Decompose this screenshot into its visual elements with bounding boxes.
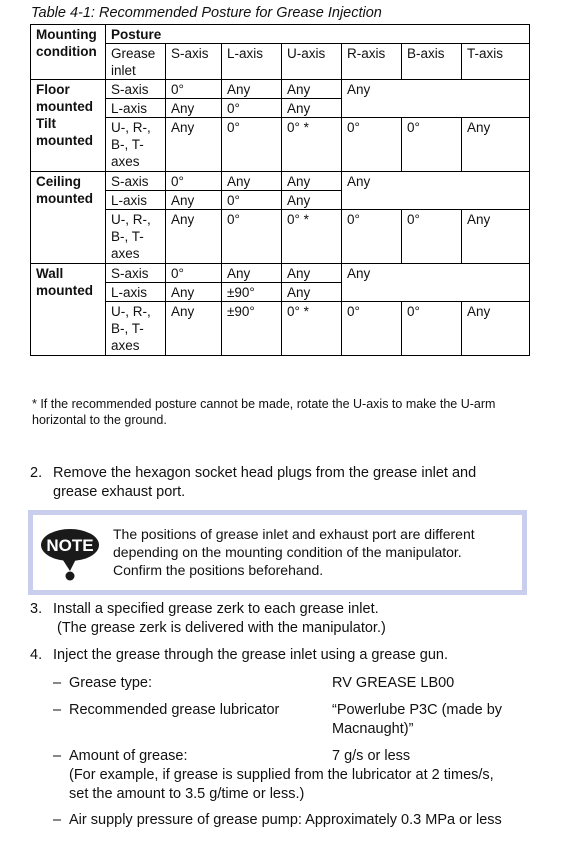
- step-text-line-1: Remove the hexagon socket head plugs from the grease inlet and: [53, 465, 477, 481]
- s-axis-cell: Any: [166, 283, 222, 302]
- mounting-condition: Ceiling mounted: [31, 172, 106, 264]
- bullet-value-line-1: “Powerlube P3C (made by: [332, 702, 503, 718]
- table-row: [31, 264, 530, 283]
- bullet-dash: –: [53, 702, 62, 718]
- s-axis-cell: 0°: [166, 264, 222, 283]
- rbt-axis-cell: Any: [342, 264, 530, 302]
- bullet-value-line-2: Macnaught)”: [332, 721, 414, 737]
- header-posture: Posture: [106, 25, 530, 44]
- u-axis-cell: Any: [282, 99, 342, 118]
- bullet-grease-type: [53, 674, 533, 694]
- grease-inlet-cell: S-axis: [106, 80, 166, 99]
- header-s-axis: S-axis: [166, 44, 222, 80]
- u-axis-cell: Any: [282, 191, 342, 210]
- note-line-3: Confirm the positions beforehand.: [113, 562, 324, 578]
- bullet-dash: –: [53, 748, 62, 764]
- b-axis-cell: 0°: [402, 118, 462, 172]
- step-number: 4.: [30, 647, 43, 663]
- r-axis-cell: 0°: [342, 118, 402, 172]
- table-row: [31, 80, 530, 99]
- t-axis-cell: Any: [462, 118, 530, 172]
- grease-inlet-cell: U-, R-, B-, T-axes: [106, 302, 166, 356]
- step-text-line-1: Install a specified grease zerk to each grease inlet.: [53, 601, 379, 617]
- l-axis-cell: ±90°: [222, 283, 282, 302]
- l-axis-cell: Any: [222, 264, 282, 283]
- header-row-2: [31, 44, 530, 80]
- l-axis-cell: Any: [222, 172, 282, 191]
- bullet-amount: [53, 747, 533, 805]
- step-text-line-2: grease exhaust port.: [53, 484, 186, 500]
- b-axis-cell: 0°: [402, 302, 462, 356]
- note-icon-label: NOTE: [46, 536, 94, 555]
- bullet-extra-line-1: (For example, if grease is supplied from the lubricator at 2 times/s,: [69, 767, 494, 783]
- header-row-1: [31, 25, 530, 44]
- header-u-axis: U-axis: [282, 44, 342, 80]
- grease-inlet-cell: L-axis: [106, 191, 166, 210]
- grease-inlet-cell: S-axis: [106, 172, 166, 191]
- l-axis-cell: 0°: [222, 118, 282, 172]
- l-axis-cell: 0°: [222, 210, 282, 264]
- u-axis-cell: 0° *: [282, 118, 342, 172]
- note-box: [28, 510, 527, 595]
- u-axis-cell: Any: [282, 172, 342, 191]
- grease-inlet-cell: U-, R-, B-, T-axes: [106, 118, 166, 172]
- u-axis-cell: Any: [282, 80, 342, 99]
- table-row: [31, 118, 530, 172]
- note-line-1: The positions of grease inlet and exhaust port are different: [113, 526, 475, 542]
- header-mounting: Mounting condition: [31, 25, 106, 80]
- bullet-value: 7 g/s or less: [332, 748, 411, 764]
- step-4: [30, 646, 530, 666]
- rbt-axis-cell: Any: [342, 172, 530, 210]
- table-footnote: * If the recommended posture cannot be made, rotate the U-axis to make the U-arm horizontal to the ground.: [32, 397, 496, 427]
- table-row: [31, 172, 530, 191]
- header-r-axis: R-axis: [342, 44, 402, 80]
- mounting-condition: Wall mounted: [31, 264, 106, 356]
- note-text: [113, 525, 513, 579]
- l-axis-cell: ±90°: [222, 302, 282, 356]
- step-3: [30, 600, 530, 640]
- bullet-dash: –: [53, 812, 62, 828]
- bullet-value: RV GREASE LB00: [332, 675, 455, 691]
- s-axis-cell: 0°: [166, 80, 222, 99]
- step-number: 2.: [30, 465, 43, 481]
- grease-inlet-cell: U-, R-, B-, T-axes: [106, 210, 166, 264]
- bullet-extra-line-2: set the amount to 3.5 g/time or less.): [69, 786, 305, 802]
- step-text-line-1: Inject the grease through the grease inlet using a grease gun.: [53, 647, 448, 663]
- mounting-condition: Floor mounted Tilt mounted: [31, 80, 106, 172]
- note-panel: [33, 515, 522, 590]
- bullet-label: Grease type:: [69, 675, 153, 691]
- header-t-axis: T-axis: [462, 44, 530, 80]
- note-icon: [39, 527, 101, 584]
- note-line-2: depending on the mounting condition of the manipulator.: [113, 544, 462, 560]
- u-axis-cell: 0° *: [282, 302, 342, 356]
- grease-inlet-cell: L-axis: [106, 283, 166, 302]
- header-l-axis: L-axis: [222, 44, 282, 80]
- s-axis-cell: Any: [166, 210, 222, 264]
- bullet-lubricator: [53, 701, 533, 741]
- bullet-label: Recommended grease lubricator: [69, 702, 280, 718]
- step-2: [30, 464, 530, 504]
- table-row: [31, 210, 530, 264]
- posture-table: [30, 24, 530, 356]
- header-grease-inlet: Grease inlet: [106, 44, 166, 80]
- step-number: 3.: [30, 601, 43, 617]
- s-axis-cell: Any: [166, 302, 222, 356]
- u-axis-cell: Any: [282, 283, 342, 302]
- grease-inlet-cell: S-axis: [106, 264, 166, 283]
- u-axis-cell: Any: [282, 264, 342, 283]
- s-axis-cell: Any: [166, 99, 222, 118]
- bullet-label: Air supply pressure of grease pump: Approximately 0.3 MPa or less: [69, 812, 502, 828]
- t-axis-cell: Any: [462, 302, 530, 356]
- s-axis-cell: 0°: [166, 172, 222, 191]
- table-row: [31, 302, 530, 356]
- l-axis-cell: 0°: [222, 99, 282, 118]
- r-axis-cell: 0°: [342, 210, 402, 264]
- bullet-air-pressure: [53, 811, 533, 831]
- s-axis-cell: Any: [166, 191, 222, 210]
- t-axis-cell: Any: [462, 210, 530, 264]
- rbt-axis-cell: Any: [342, 80, 530, 118]
- l-axis-cell: 0°: [222, 191, 282, 210]
- r-axis-cell: 0°: [342, 302, 402, 356]
- b-axis-cell: 0°: [402, 210, 462, 264]
- l-axis-cell: Any: [222, 80, 282, 99]
- u-axis-cell: 0° *: [282, 210, 342, 264]
- step-text-line-2: (The grease zerk is delivered with the manipulator.): [57, 620, 386, 636]
- header-b-axis: B-axis: [402, 44, 462, 80]
- s-axis-cell: Any: [166, 118, 222, 172]
- table-caption: Table 4-1: Recommended Posture for Grease Injection: [31, 5, 382, 21]
- bullet-dash: –: [53, 675, 62, 691]
- bullet-label: Amount of grease:: [69, 748, 188, 764]
- grease-inlet-cell: L-axis: [106, 99, 166, 118]
